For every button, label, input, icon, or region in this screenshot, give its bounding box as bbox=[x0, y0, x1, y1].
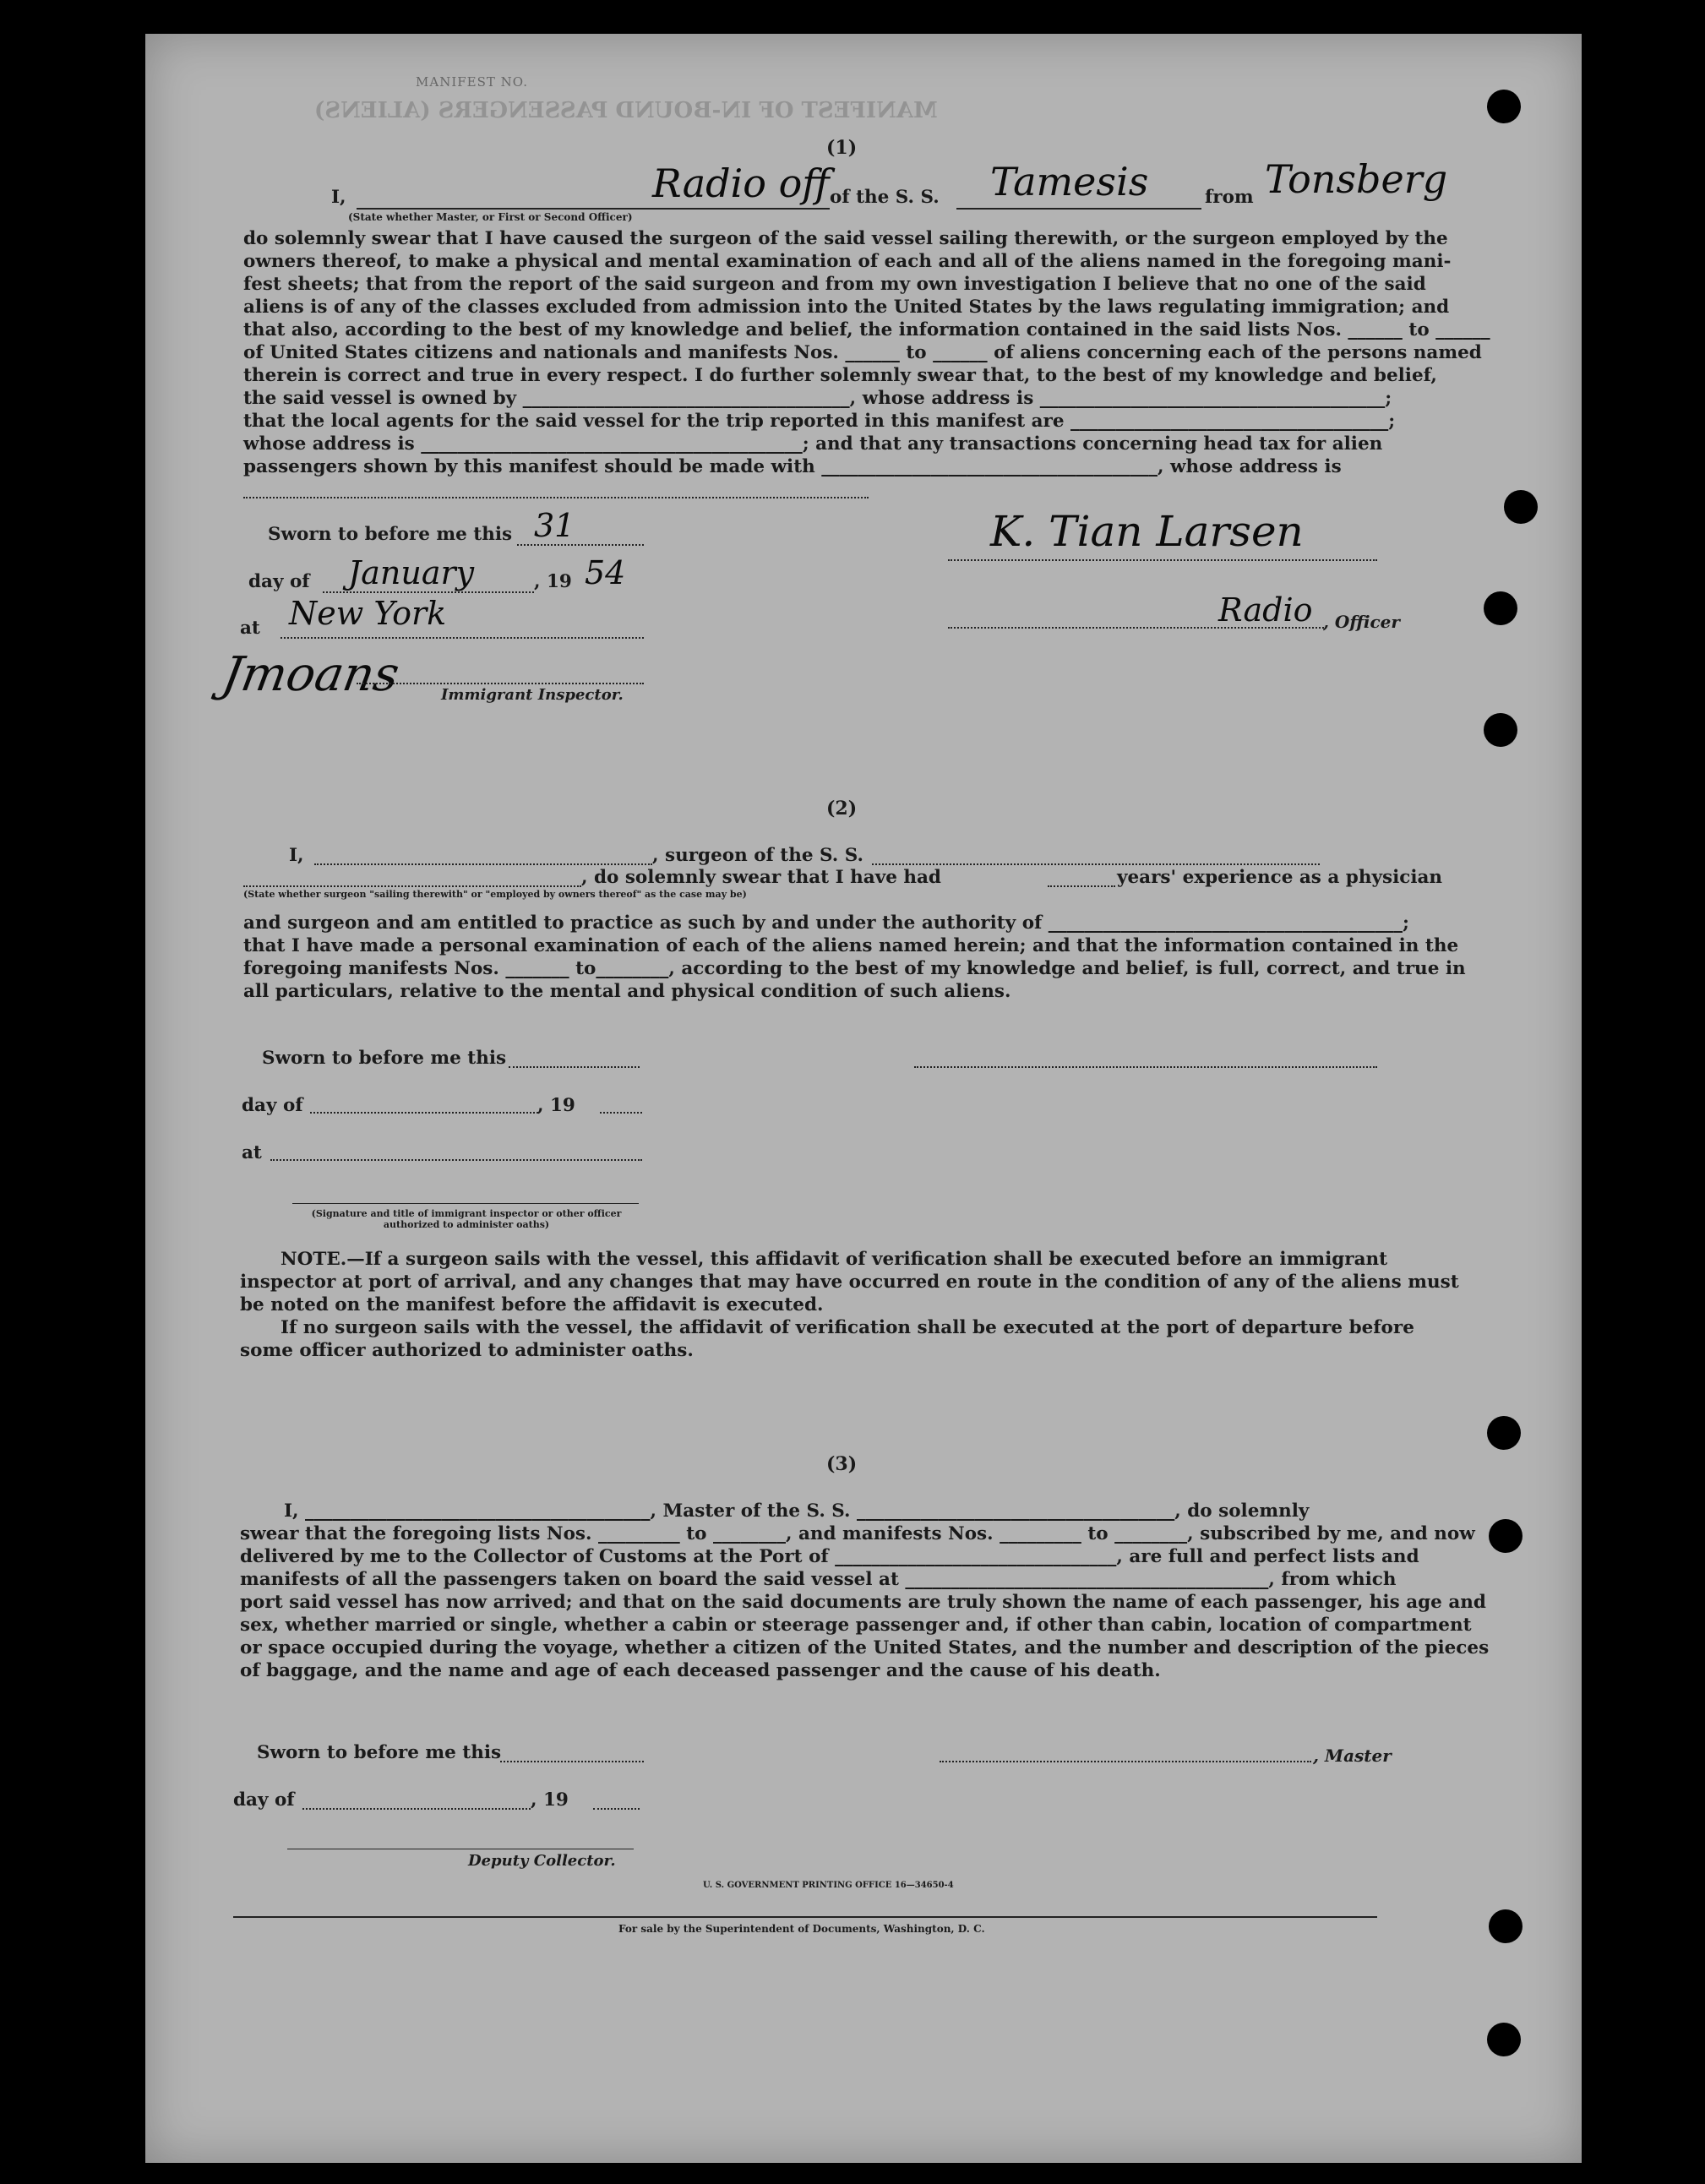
handwritten-day: 31 bbox=[534, 507, 575, 544]
sec3-line: port said vessel has now arrived; and that on the said documents are truly shown the name of each passenger, his age and bbox=[240, 1592, 1486, 1613]
master-label: , Master bbox=[1313, 1746, 1392, 1766]
punch-hole bbox=[1504, 490, 1538, 524]
sec3-line: swear that the foregoing lists Nos. _________ to ________, and manifests Nos. _________ to ________, subscribed by me, and now bbox=[240, 1523, 1475, 1544]
handwritten-departure-port: Tonsberg bbox=[1265, 156, 1448, 202]
note-line: some officer authorized to administer oaths. bbox=[240, 1340, 694, 1361]
day-of-label: day of bbox=[233, 1789, 295, 1811]
sec1-line: whose address is __________________________________________; and that any transactions concerning head tax for alien bbox=[243, 433, 1383, 455]
note-line: be noted on the manifest before the affidavit is executed. bbox=[240, 1294, 824, 1315]
handwritten-year: 54 bbox=[585, 554, 626, 591]
at-label: at bbox=[242, 1142, 262, 1163]
sec1-line: do solemnly swear that I have caused the surgeon of the said vessel sailing therewith, or the surgeon employed by the bbox=[243, 228, 1448, 249]
sec1-line: of United States citizens and nationals and manifests Nos. ______ to ______ of aliens concerning each of the persons named bbox=[243, 342, 1482, 363]
sworn-label: Sworn to before me this bbox=[268, 524, 513, 545]
punch-hole bbox=[1484, 591, 1517, 625]
deputy-collector-caption: Deputy Collector. bbox=[468, 1852, 616, 1870]
inspector-signature: Jmoans bbox=[218, 647, 404, 702]
sec3-line: delivered by me to the Collector of Customs at the Port of _______________________________, are full and perfect lists and bbox=[240, 1546, 1419, 1567]
sec1-i-label: I, bbox=[331, 187, 346, 208]
handwritten-place: New York bbox=[289, 595, 447, 632]
officer-title-handwritten: Radio bbox=[1218, 591, 1313, 629]
caption-surgeon: (State whether surgeon "sailing therewith" or "employed by owners thereof" as the case may be) bbox=[243, 889, 747, 900]
handwritten-month: January bbox=[348, 554, 475, 591]
sec2-years-label: years' experience as a physician bbox=[1117, 867, 1443, 888]
from-label: from bbox=[1205, 187, 1254, 208]
note-line: If no surgeon sails with the vessel, the affidavit of verification shall be executed at the port of departure before bbox=[281, 1317, 1414, 1338]
sec2-line: that I have made a personal examination of each of the aliens named herein; and that the information contained in the bbox=[243, 935, 1459, 956]
sec3-line: or space occupied during the voyage, whether a citizen of the United States, and the number and description of the pieces bbox=[240, 1637, 1490, 1658]
sec1-line: that also, according to the best of my knowledge and belief, the information contained in the said lists Nos. ______ to ______ bbox=[243, 319, 1490, 340]
sec1-line: passengers shown by this manifest should be made with _____________________________________, whose address is bbox=[243, 456, 1342, 477]
handwritten-officer-rank: Radio off bbox=[652, 161, 830, 206]
punch-hole bbox=[1487, 90, 1521, 123]
sec1-line: owners thereof, to make a physical and mental examination of each and all of the aliens named in the foregoing mani- bbox=[243, 251, 1452, 272]
handwritten-vessel-name: Tamesis bbox=[990, 159, 1149, 204]
document-page bbox=[145, 34, 1582, 2163]
sec2-line: all particulars, relative to the mental and physical condition of such aliens. bbox=[243, 981, 1011, 1002]
punch-hole bbox=[1484, 713, 1517, 747]
sec2-line: foregoing manifests Nos. _______ to________, according to the best of my knowledge and belief, is full, correct, and true in bbox=[243, 958, 1466, 979]
day-of-label: day of bbox=[242, 1095, 303, 1116]
for-sale-notice: For sale by the Superintendent of Documents, Washington, D. C. bbox=[618, 1923, 985, 1935]
punch-hole bbox=[1489, 1519, 1523, 1553]
immigrant-inspector-caption: Immigrant Inspector. bbox=[441, 686, 624, 704]
caption-master-officer: (State whether Master, or First or Second Officer) bbox=[348, 211, 633, 223]
gpo-imprint: U. S. GOVERNMENT PRINTING OFFICE 16—34650-4 bbox=[703, 1881, 954, 1890]
officer-label: , Officer bbox=[1323, 612, 1400, 632]
sworn-label: Sworn to before me this bbox=[257, 1742, 502, 1763]
sec3-line: I, ______________________________________, Master of the S. S. ___________________________________, do solemnly bbox=[284, 1500, 1310, 1522]
surgeon-of-ss-label: , surgeon of the S. S. bbox=[652, 845, 863, 866]
section-2-heading: (2) bbox=[826, 798, 858, 820]
manifest-number-label: MANIFEST NO. bbox=[416, 74, 528, 90]
sec3-line: manifests of all the passengers taken on board the said vessel at ________________________________________, from which bbox=[240, 1569, 1397, 1590]
officer-signature: K. Tian Larsen bbox=[990, 507, 1304, 556]
sec2-swear-label: , do solemnly swear that I have had bbox=[581, 867, 941, 888]
caption-signature: (Signature and title of immigrant inspector or other officer authorized to administer oaths) bbox=[311, 1208, 622, 1230]
manifest-title: MANIFEST OF IN-BOUND PASSENGERS (ALIENS) bbox=[314, 98, 938, 123]
sec3-line: sex, whether married or single, whether a cabin or steerage passenger and, if other than cabin, location of compartment bbox=[240, 1615, 1472, 1636]
nineteen-label: , 19 bbox=[531, 1789, 569, 1811]
section-1-heading: (1) bbox=[826, 137, 858, 159]
sworn-label: Sworn to before me this bbox=[262, 1048, 507, 1069]
year-prefix: , 19 bbox=[534, 571, 572, 592]
day-of-label: day of bbox=[248, 571, 310, 592]
sec1-line: therein is correct and true in every respect. I do further solemnly swear that, to the best of my knowledge and belief, bbox=[243, 365, 1437, 386]
sec1-line: the said vessel is owned by ____________________________________, whose address is ______________________________________; bbox=[243, 388, 1392, 409]
note-line: inspector at port of arrival, and any changes that may have occurred en route in the condition of any of the aliens must bbox=[240, 1272, 1459, 1293]
punch-hole bbox=[1489, 1909, 1523, 1943]
section-3-heading: (3) bbox=[826, 1453, 858, 1475]
punch-hole bbox=[1487, 2023, 1521, 2056]
at-label: at bbox=[240, 618, 260, 639]
sec2-line: and surgeon and am entitled to practice as such by and under the authority of _______________________________________; bbox=[243, 912, 1409, 934]
nineteen-label: , 19 bbox=[537, 1095, 575, 1116]
sec1-line: that the local agents for the said vessel for the trip reported in this manifest are ___________________________________; bbox=[243, 411, 1396, 432]
sec1-line: aliens is of any of the classes excluded from admission into the United States by the laws regulating immigration; and bbox=[243, 297, 1450, 318]
note-line: NOTE.—If a surgeon sails with the vessel, this affidavit of verification shall be executed before an immigrant bbox=[281, 1249, 1388, 1270]
sec3-line: of baggage, and the name and age of each deceased passenger and the cause of his death. bbox=[240, 1660, 1161, 1681]
sec2-i-label: I, bbox=[289, 845, 304, 866]
of-the-ss-label: of the S. S. bbox=[830, 187, 940, 208]
punch-hole bbox=[1487, 1416, 1521, 1450]
sec1-line: fest sheets; that from the report of the said surgeon and from my own investigation I believe that no one of the said bbox=[243, 274, 1426, 295]
